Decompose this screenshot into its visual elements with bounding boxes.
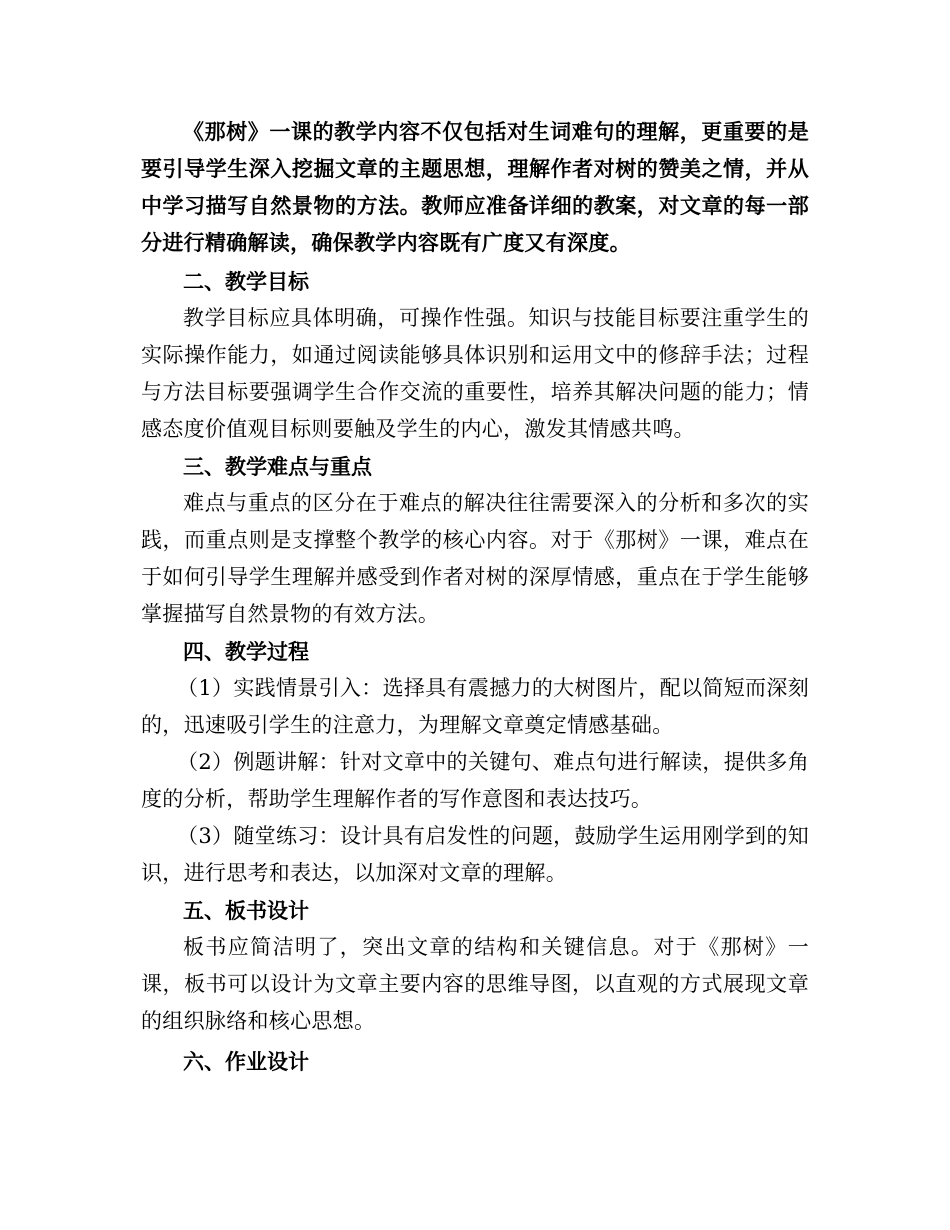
section-body-blackboard: 板书应简洁明了，突出文章的结构和关键信息。对于《那树》一课，板书可以设计为文章主要内容的思维导图，以直观的方式展现文章的组织脉络和核心思想。 — [141, 935, 809, 1033]
section-heading-process: 四、教学过程 — [183, 639, 309, 664]
section-heading-blackboard: 五、板书设计 — [183, 898, 309, 923]
section-body-difficulties: 难点与重点的区分在于难点的解决往往需要深入的分析和多次的实践，而重点则是支撑整个教学的核心内容。对于《那树》一课，难点在于如何引导学生理解并感受到作者对树的深厚情感，重点在于学生能够掌握描写自然景物的有效方法。 — [141, 491, 809, 626]
process-step-3: （3）随堂练习：设计具有启发性的问题，鼓励学生运用刚学到的知识，进行思考和表达，以加深对文章的理解。 — [141, 824, 809, 885]
intro-paragraph: 《那树》一课的教学内容不仅包括对生词难句的理解，更重要的是要引导学生深入挖掘文章的主题思想，理解作者对树的赞美之情，并从中学习描写自然景物的方法。教师应准备详细的教案，对文章的每一部分进行精确解读，确保教学内容既有广度又有深度。 — [141, 119, 809, 255]
process-step-2: （2）例题讲解：针对文章中的关键句、难点句进行解读，提供多角度的分析，帮助学生理解作者的写作意图和表达技巧。 — [141, 750, 809, 811]
process-step-1: （1）实践情景引入：选择具有震撼力的大树图片，配以简短而深刻的，迅速吸引学生的注意力，为理解文章奠定情感基础。 — [141, 676, 809, 737]
section-body-objectives: 教学目标应具体明确，可操作性强。知识与技能目标要注重学生的实际操作能力，如通过阅读能够具体识别和运用文中的修辞手法；过程与方法目标要强调学生合作交流的重要性，培养其解决问题的能力；情感态度价值观目标则要触及学生的内心，激发其情感共鸣。 — [141, 306, 809, 441]
document-page — [141, 113, 809, 1080]
section-heading-homework: 六、作业设计 — [183, 1049, 309, 1074]
section-heading-objectives: 二、教学目标 — [183, 269, 309, 294]
section-heading-difficulties: 三、教学难点与重点 — [183, 454, 372, 479]
